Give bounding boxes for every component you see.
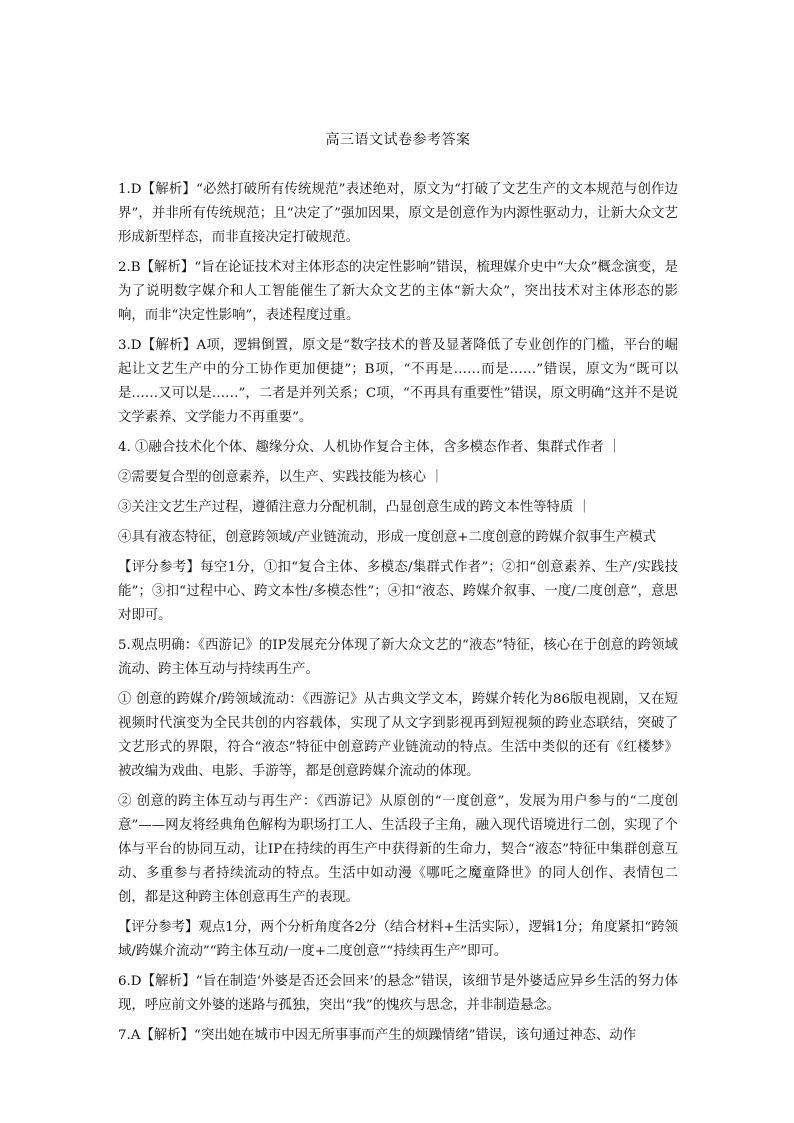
answer-5-point-2: ② 创意的跨主体互动与再生产：《西游记》从原创的“一度创意”，发展为用户参与的“二度创意”——网友将经典角色解构为职场打工人、生活段子主角，融入现代语境进行二创，实现了个体与平台的协同互动，让IP在持续的再生产中获得新的生命力，契合“液态”特征中集群创意互动、多重参与者持续流动的特点。生活中如动漫《哪吒之魔童降世》的同人创作、表情包二创，都是这种跨主体创意再生产的表现。 (118, 794, 678, 905)
answer-3: 3.D【解析】A项，逻辑倒置，原文是“数字技术的普及显著降低了专业创作的门槛，平台的崛起让文艺生产中的分工协作更加便捷”；B项，“不再是……而是……”错误，原文为“既可以是……又可以是……”，二者是并列关系；C项，“不再具有重要性”错误，原文明确“这并不是说文学素养、文学能力不再重要”。 (118, 338, 678, 425)
answer-4-point-4: ④具有液态特征，创意跨领域/产业链流动，形成一度创意+二度创意的跨媒介叙事生产模式 (118, 530, 656, 545)
answer-6: 6.D【解析】“旨在制造‘外婆是否还会回来’的悬念”错误，该细节是外婆适应异乡生活的努力体现，呼应前文外婆的迷路与孤独，突出“我”的愧疚与思念，并非制造悬念。 (118, 974, 678, 1013)
answer-2: 2.B【解析】“旨在论证技术对主体形态的决定性影响”错误，梳理媒介史中“大众”概念演变，是为了说明数字媒介和人工智能催生了新大众文艺的主体“新大众”，突出技术对主体形态的影响，而非“决定性影响”，表述程度过重。 (118, 260, 678, 323)
answer-body (118, 178, 678, 1048)
answer-4-point-1: 4. ①融合技术化个体、趣缘分众、人机协作复合主体，含多模态作者、集群式作者 ｜ (118, 440, 622, 455)
answer-5-point-1: ① 创意的跨媒介/跨领域流动：《西游记》从古典文学文本，跨媒介转化为86版电视剧，又在短视频时代演变为全民共创的内容载体，实现了从文字到影视再到短视频的跨业态联结，突破了文艺形式的界限，符合“液态”特征中创意跨产业链流动的特点。生活中类似的还有《红楼梦》被改编为戏曲、电影、手游等，都是创意跨媒介流动的体现。 (118, 692, 678, 779)
answer-4-point-2: ②需要复合型的创意素养，以生产、实践技能为核心 ｜ (118, 470, 444, 485)
answer-1: 1.D【解析】“必然打破所有传统规范”表述绝对，原文为“打破了文艺生产的文本规范与创作边界”，并非所有传统规范；且“决定了”强加因果，原文是创意作为内源性驱动力，让新大众文艺形成新型样态，而非直接决定打破规范。 (118, 182, 678, 245)
answer-5-thesis: 5.观点明确：《西游记》的IP发展充分体现了新大众文艺的“液态”特征，核心在于创意的跨领域流动、跨主体互动与持续再生产。 (118, 638, 678, 677)
answer-7: 7.A【解析】“突出她在城市中因无所事事而产生的烦躁情绪”错误，该句通过神态、动作 (118, 1028, 637, 1043)
answer-4-point-3: ③关注文艺生产过程，遵循注意力分配机制，凸显创意生成的跨文本性等特质 ｜ (118, 500, 591, 515)
document-title: 高三语文试卷参考答案 (325, 132, 471, 148)
answer-5-scoring: 【评分参考】观点1分，两个分析角度各2分（结合材料+生活实际），逻辑1分；角度紧扣“跨领域/跨媒介流动”“跨主体互动/一度+二度创意”“持续再生产”即可。 (118, 920, 678, 959)
answer-4-scoring: 【评分参考】每空1分，①扣“复合主体、多模态/集群式作者”；②扣“创意素养、生产/实践技能”；③扣“过程中心、跨文本性/多模态性”；④扣“液态、跨媒介叙事、一度/二度创意”，意思对即可。 (118, 560, 678, 623)
